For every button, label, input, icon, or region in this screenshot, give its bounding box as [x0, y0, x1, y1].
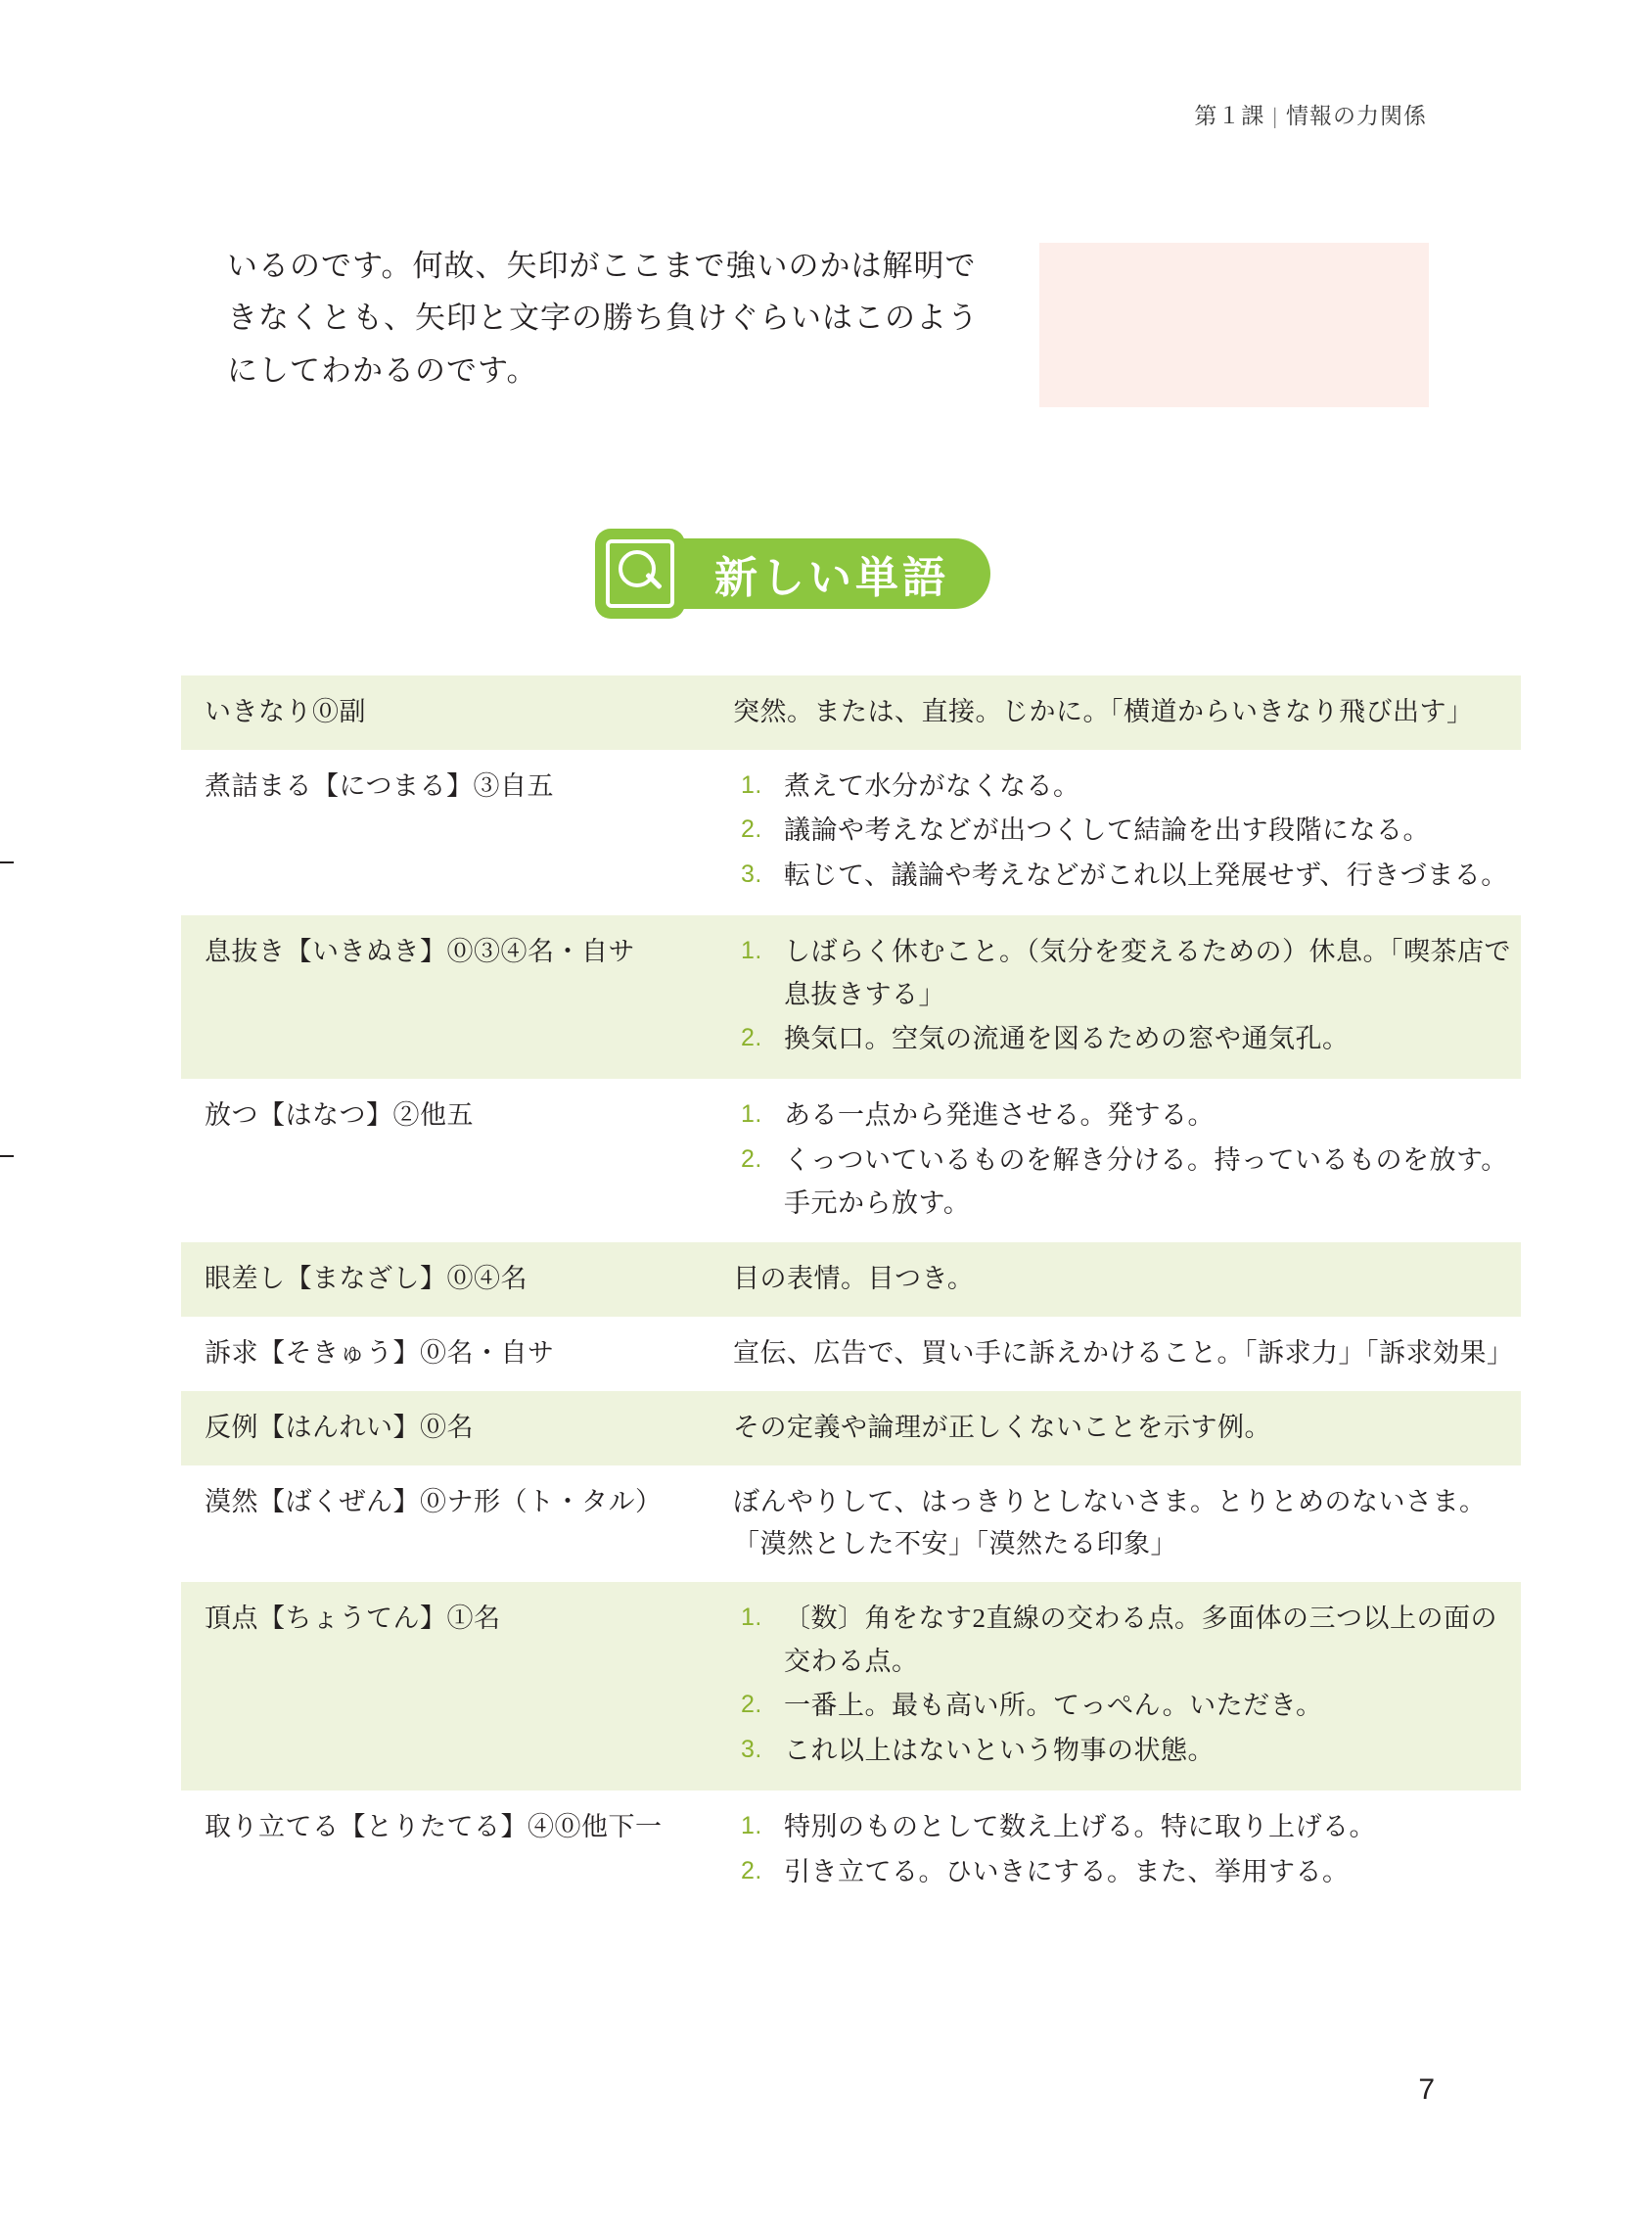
vocab-term: 息抜き【いきぬき】⓪③④名・自サ — [181, 915, 723, 1079]
intro-paragraph — [227, 240, 1030, 396]
vocab-definition — [723, 1465, 1521, 1582]
table-row — [181, 915, 1521, 1079]
vocab-definition — [723, 1391, 1521, 1465]
sense-item: これ以上はないという物事の状態。 — [784, 1736, 1215, 1766]
vocab-definition — [723, 750, 1521, 915]
section-title: 新しい単語 — [714, 554, 949, 602]
vocab-definition — [723, 1242, 1521, 1317]
vocab-term: 眼差し【まなざし】⓪④名 — [181, 1242, 723, 1317]
sense-item: 換気口。空気の流通を図るための窓や通気孔。 — [784, 1024, 1350, 1054]
vocab-definition-text: 目の表情。目つき。 — [733, 1264, 975, 1294]
vocab-definition-text: 突然。または、直接。じかに。「横道からいきなり飛び出す」 — [733, 697, 1474, 726]
page-header — [1194, 98, 1427, 130]
table-row — [181, 750, 1521, 915]
table-row — [181, 1790, 1521, 1911]
vocab-term: 煮詰まる【につまる】③自五 — [205, 770, 554, 801]
magnifier-icon — [595, 529, 685, 619]
sense-item: 〔数〕角をなす2直線の交わる点。多面体の三つ以上の面の交わる点。 — [784, 1604, 1497, 1676]
table-row — [181, 675, 1521, 750]
sense-item: 煮えて水分がなくなる。 — [784, 770, 1080, 801]
sense-item: ある一点から発進させる。発する。 — [784, 1100, 1215, 1131]
sense-item: 転じて、議論や考えなどがこれ以上発展せず、行きづまる。 — [784, 860, 1508, 891]
vocab-definition-text: ぼんやりして、はっきりとしないさま。とりとめのないさま。「漠然とした不安」「漠然たる印象」 — [733, 1486, 1487, 1559]
sense-item: しばらく休むこと。（気分を変えるための）休息。「喫茶店で息抜きする」 — [784, 936, 1511, 1009]
intro-line-2: きなくとも、矢印と文字の勝ち負けぐらいはこのよう — [227, 301, 979, 336]
sense-item: 一番上。最も高い所。てっぺん。いただき。 — [784, 1691, 1323, 1721]
header-separator: | — [1272, 104, 1278, 128]
sense-list — [733, 1806, 1511, 1893]
intro-line-1: いるのです。何故、矢印がここまで強いのかは解明で — [227, 249, 977, 283]
vocab-definition — [723, 1790, 1521, 1911]
vocabulary-table — [181, 675, 1521, 1911]
vocab-definition — [723, 1079, 1521, 1242]
sense-item: くっついているものを解き分ける。持っているものを放す。手元から放す。 — [784, 1144, 1508, 1218]
vocab-term: 漠然【ばくぜん】⓪ナ形（ト・タル） — [205, 1486, 663, 1516]
section-banner-pill — [607, 538, 990, 609]
header-topic: 情報の力関係 — [1286, 104, 1427, 128]
sense-item: 特別のものとして数え上げる。特に取り上げる。 — [784, 1811, 1376, 1841]
vocab-definition — [723, 915, 1521, 1079]
intro-line-3: にしてわかるのです。 — [227, 352, 538, 388]
page-number: 7 — [1418, 2073, 1435, 2106]
vocab-definition — [723, 675, 1521, 750]
vocab-term: 放つ【はなつ】②他五 — [205, 1100, 474, 1131]
table-row — [181, 1242, 1521, 1317]
vocab-term: 取り立てる【とりたてる】④⓪他下一 — [205, 1811, 663, 1841]
vocab-definition-text: 宣伝、広告で、買い手に訴えかけること。「訴求力」「訴求効果」 — [733, 1338, 1514, 1369]
sense-list — [733, 766, 1511, 898]
vocab-definition-text: その定義や論理が正しくないことを示す例。 — [733, 1412, 1271, 1442]
highlight-panel — [1039, 243, 1429, 407]
vocab-term: いきなり⓪副 — [181, 675, 723, 750]
trim-mark-top — [0, 861, 14, 863]
vocab-term: 反例【はんれい】⓪名 — [181, 1391, 723, 1465]
table-row — [181, 1079, 1521, 1242]
table-row — [181, 1582, 1521, 1790]
vocab-term: 訴求【そきゅう】⓪名・自サ — [205, 1338, 555, 1369]
trim-mark-bottom — [0, 1155, 14, 1157]
sense-item: 議論や考えなどが出つくして結論を出す段階になる。 — [784, 815, 1430, 846]
section-banner — [607, 534, 990, 614]
sense-list — [733, 1094, 1511, 1225]
sense-list — [733, 931, 1511, 1061]
sense-item: 引き立てる。ひいきにする。また、挙用する。 — [784, 1856, 1350, 1886]
vocab-term: 頂点【ちょうてん】①名 — [181, 1582, 723, 1790]
vocab-definition — [723, 1317, 1521, 1391]
table-row — [181, 1391, 1521, 1465]
sense-list — [733, 1598, 1511, 1773]
table-row — [181, 1465, 1521, 1582]
vocab-definition — [723, 1582, 1521, 1790]
table-row — [181, 1317, 1521, 1391]
header-lesson: 第１課 — [1194, 104, 1265, 128]
